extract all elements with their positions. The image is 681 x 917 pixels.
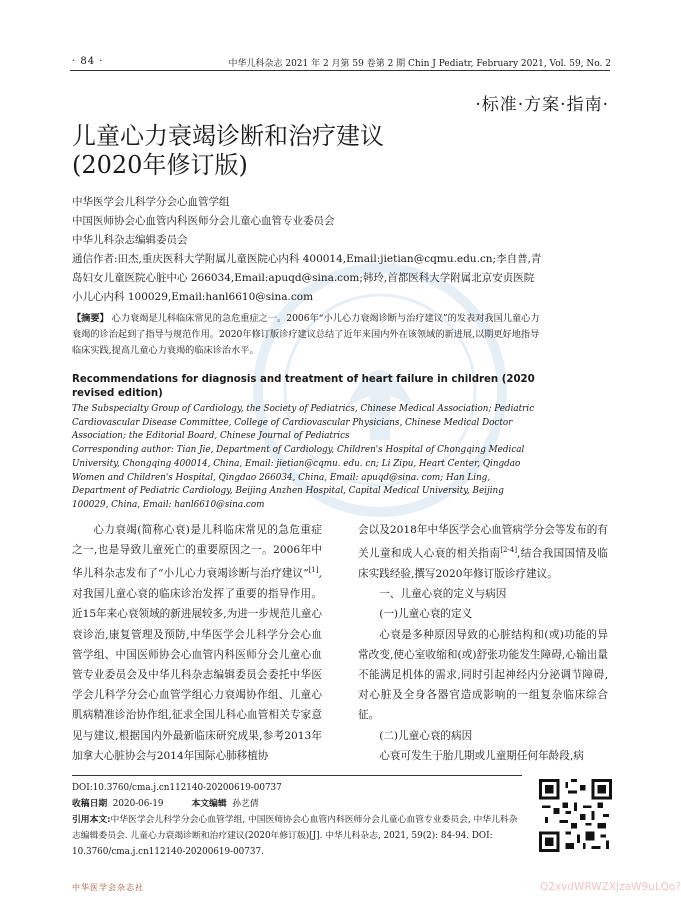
reference-citation[interactable]: [2-4] (500, 546, 518, 555)
english-affiliations (72, 403, 542, 513)
section-tag: ·标准·方案·指南· (475, 95, 609, 115)
author-group: 中华儿科杂志编辑委员会 (72, 234, 188, 246)
citation (72, 812, 524, 860)
body-column-right (358, 520, 608, 766)
body-text: 会以及2018年中华医学会心血管病学分会等发布的有关儿童和成人心衰的相关指南 (358, 524, 608, 560)
author-group: 中华医学会儿科学分会心血管学组 (72, 196, 230, 208)
reference-citation[interactable]: [1] (308, 566, 319, 575)
article-title-line1: 儿童心力衰竭诊断和治疗建议 (72, 122, 384, 150)
abstract (72, 311, 542, 359)
english-title: Recommendations for diagnosis and treatment of heart failure in children (2020 revised edition) (72, 374, 535, 399)
author-group: 中国医师协会心血管内科医师分会儿童心血管专业委员会 (72, 215, 335, 227)
header-divider (70, 70, 610, 71)
body-text: ,结合我国国情及临床实践经验,撰写2020年修订版诊疗建议。 (358, 547, 608, 580)
correspondence: 通信作者:田杰,重庆医科大学附属儿童医院心内科 400014,Email:jietian@cqmu.edu.cn;李自普,青岛妇女儿童医院心脏中心 266034,Email:apuqd@sina.com;韩玲,首都医科大学附属北京安贞医院小儿心内科 100029,Email:hanl6610@sina.com (72, 253, 542, 303)
body-text: ,对我国儿童心衰的临床诊治发挥了重要的指导作用。近15年来心衰领域的新进展较多,为进一步规范儿童心衰诊治,康复管理及预防,中华医学会儿科学分会心血管学组、中国医师协会心血管内科医师分会儿童心血管专业委员会及中华儿科杂志编辑委员会委托中华医学会儿科学分会心血管学组心力衰竭协作组、儿童心肌病精准诊治协作组,征求全国儿科心血管相关专家意见与建议,根据国内外最新临床研究成果,参考2013年加拿大心脏协会与2014年国际心肺移植协 (72, 567, 322, 762)
citation-text: 中华医学会儿科学分会心血管学组, 中国医师协会心血管内科医师分会儿童心血管专业委员会, 中华儿科杂志编辑委员会. 儿童心力衰竭诊断和治疗建议(2020年修订版)[J]. 中华儿科杂志, 2021, 59(2): 84-94. DOI: 10.3760/cma.j.cn112140-20200619-00737. (72, 815, 518, 857)
body-paragraph: 心衰是多种原因导致的心脏结构和(或)功能的异常改变,使心室收缩和(或)舒张功能发生障碍,心输出量不能满足机体的需求,同时引起神经内分泌调节障碍,对心脏及全身各器官造成影响的一组复杂临床综合征。 (358, 628, 608, 722)
english-corresponding: Corresponding author: Tian Jie, Department of Cardiology, Children's Hospital of Chongqing Medical University, Chongqing 400014, China, Email: jietian@cqmu. edu. cn; Li Zipu, Heart Center, Qingdao Women and Children's Hospital, Qingdao 266034, China, Email: apuqd@sina. com; Han Ling, Department of Pediatric Cardiology, Beijing Anzhen Hospital, Capital Medical University, Beijing 100029, China, Email: hanl6610@sina.com (72, 445, 525, 510)
article-footer (72, 780, 524, 860)
abstract-label: 【摘要】 (72, 313, 109, 324)
abstract-text: 心力衰竭是儿科临床常见的急危重症之一。2006年“小儿心力衰竭诊断与治疗建议”的发表对我国儿童心力衰竭的诊治起到了指导与规范作用。2020年修订版诊疗建议总结了近年来国内外在该领域的新进展,以期更好地指导临床实践,提高儿童心力衰竭的临床诊治水平。 (72, 313, 540, 356)
footer-divider (72, 775, 522, 776)
watermark-text: Q2xvdWRWZXJzaW9uLQo? (540, 881, 681, 893)
subsection-heading: (二)儿童心衰的病因 (379, 729, 473, 742)
body-text: 心力衰竭(简称心衰)是儿科临床常见的急危重症之一,也是导致儿童死亡的重要原因之一。2006年中华儿科杂志发布了“小儿心力衰竭诊断与治疗建议” (72, 524, 322, 580)
body-paragraph (358, 520, 608, 584)
page-number: · 84 · (72, 56, 104, 67)
editor-label: 本文编辑 (191, 799, 227, 809)
dates-editor (72, 796, 524, 812)
qr-code-icon[interactable] (539, 779, 612, 852)
journal-citation-header: 中华儿科杂志 2021 年 2 月第 59 卷第 2 期 Chin J Pediatr, February 2021, Vol. 59, No. 2 (228, 59, 611, 69)
received-date: 2020-06-19 (112, 799, 164, 809)
body-paragraph (72, 520, 322, 766)
section-heading: 一、儿童心衰的定义与病因 (379, 588, 507, 601)
publisher-logo: 中华医学会杂志社 (72, 883, 144, 892)
editor-name: 孙艺倩 (232, 799, 259, 809)
english-affiliation-text: The Subspecialty Group of Cardiology, the Society of Pediatrics, Chinese Medical Association; Pediatric Cardiovascular Disease Committee, College of Cardiovascular Physicians, Chinese Medical Doctor Association; the Editorial Board, Chinese Journal of Pediatrics (72, 404, 535, 442)
received-label: 收稿日期 (72, 799, 108, 809)
author-list (72, 193, 512, 250)
body-paragraph: 心衰可发生于胎儿期或儿童期任何年龄段,病 (379, 749, 584, 762)
doi[interactable]: DOI:10.3760/cma.j.cn112140-20200619-00737 (72, 783, 282, 793)
article-title (72, 122, 384, 180)
body-column-left (72, 520, 322, 766)
subsection-heading: (一)儿童心衰的定义 (379, 608, 473, 621)
citation-label: 引用本文: (72, 815, 111, 825)
article-title-line2: (2020年修订版) (72, 151, 248, 179)
